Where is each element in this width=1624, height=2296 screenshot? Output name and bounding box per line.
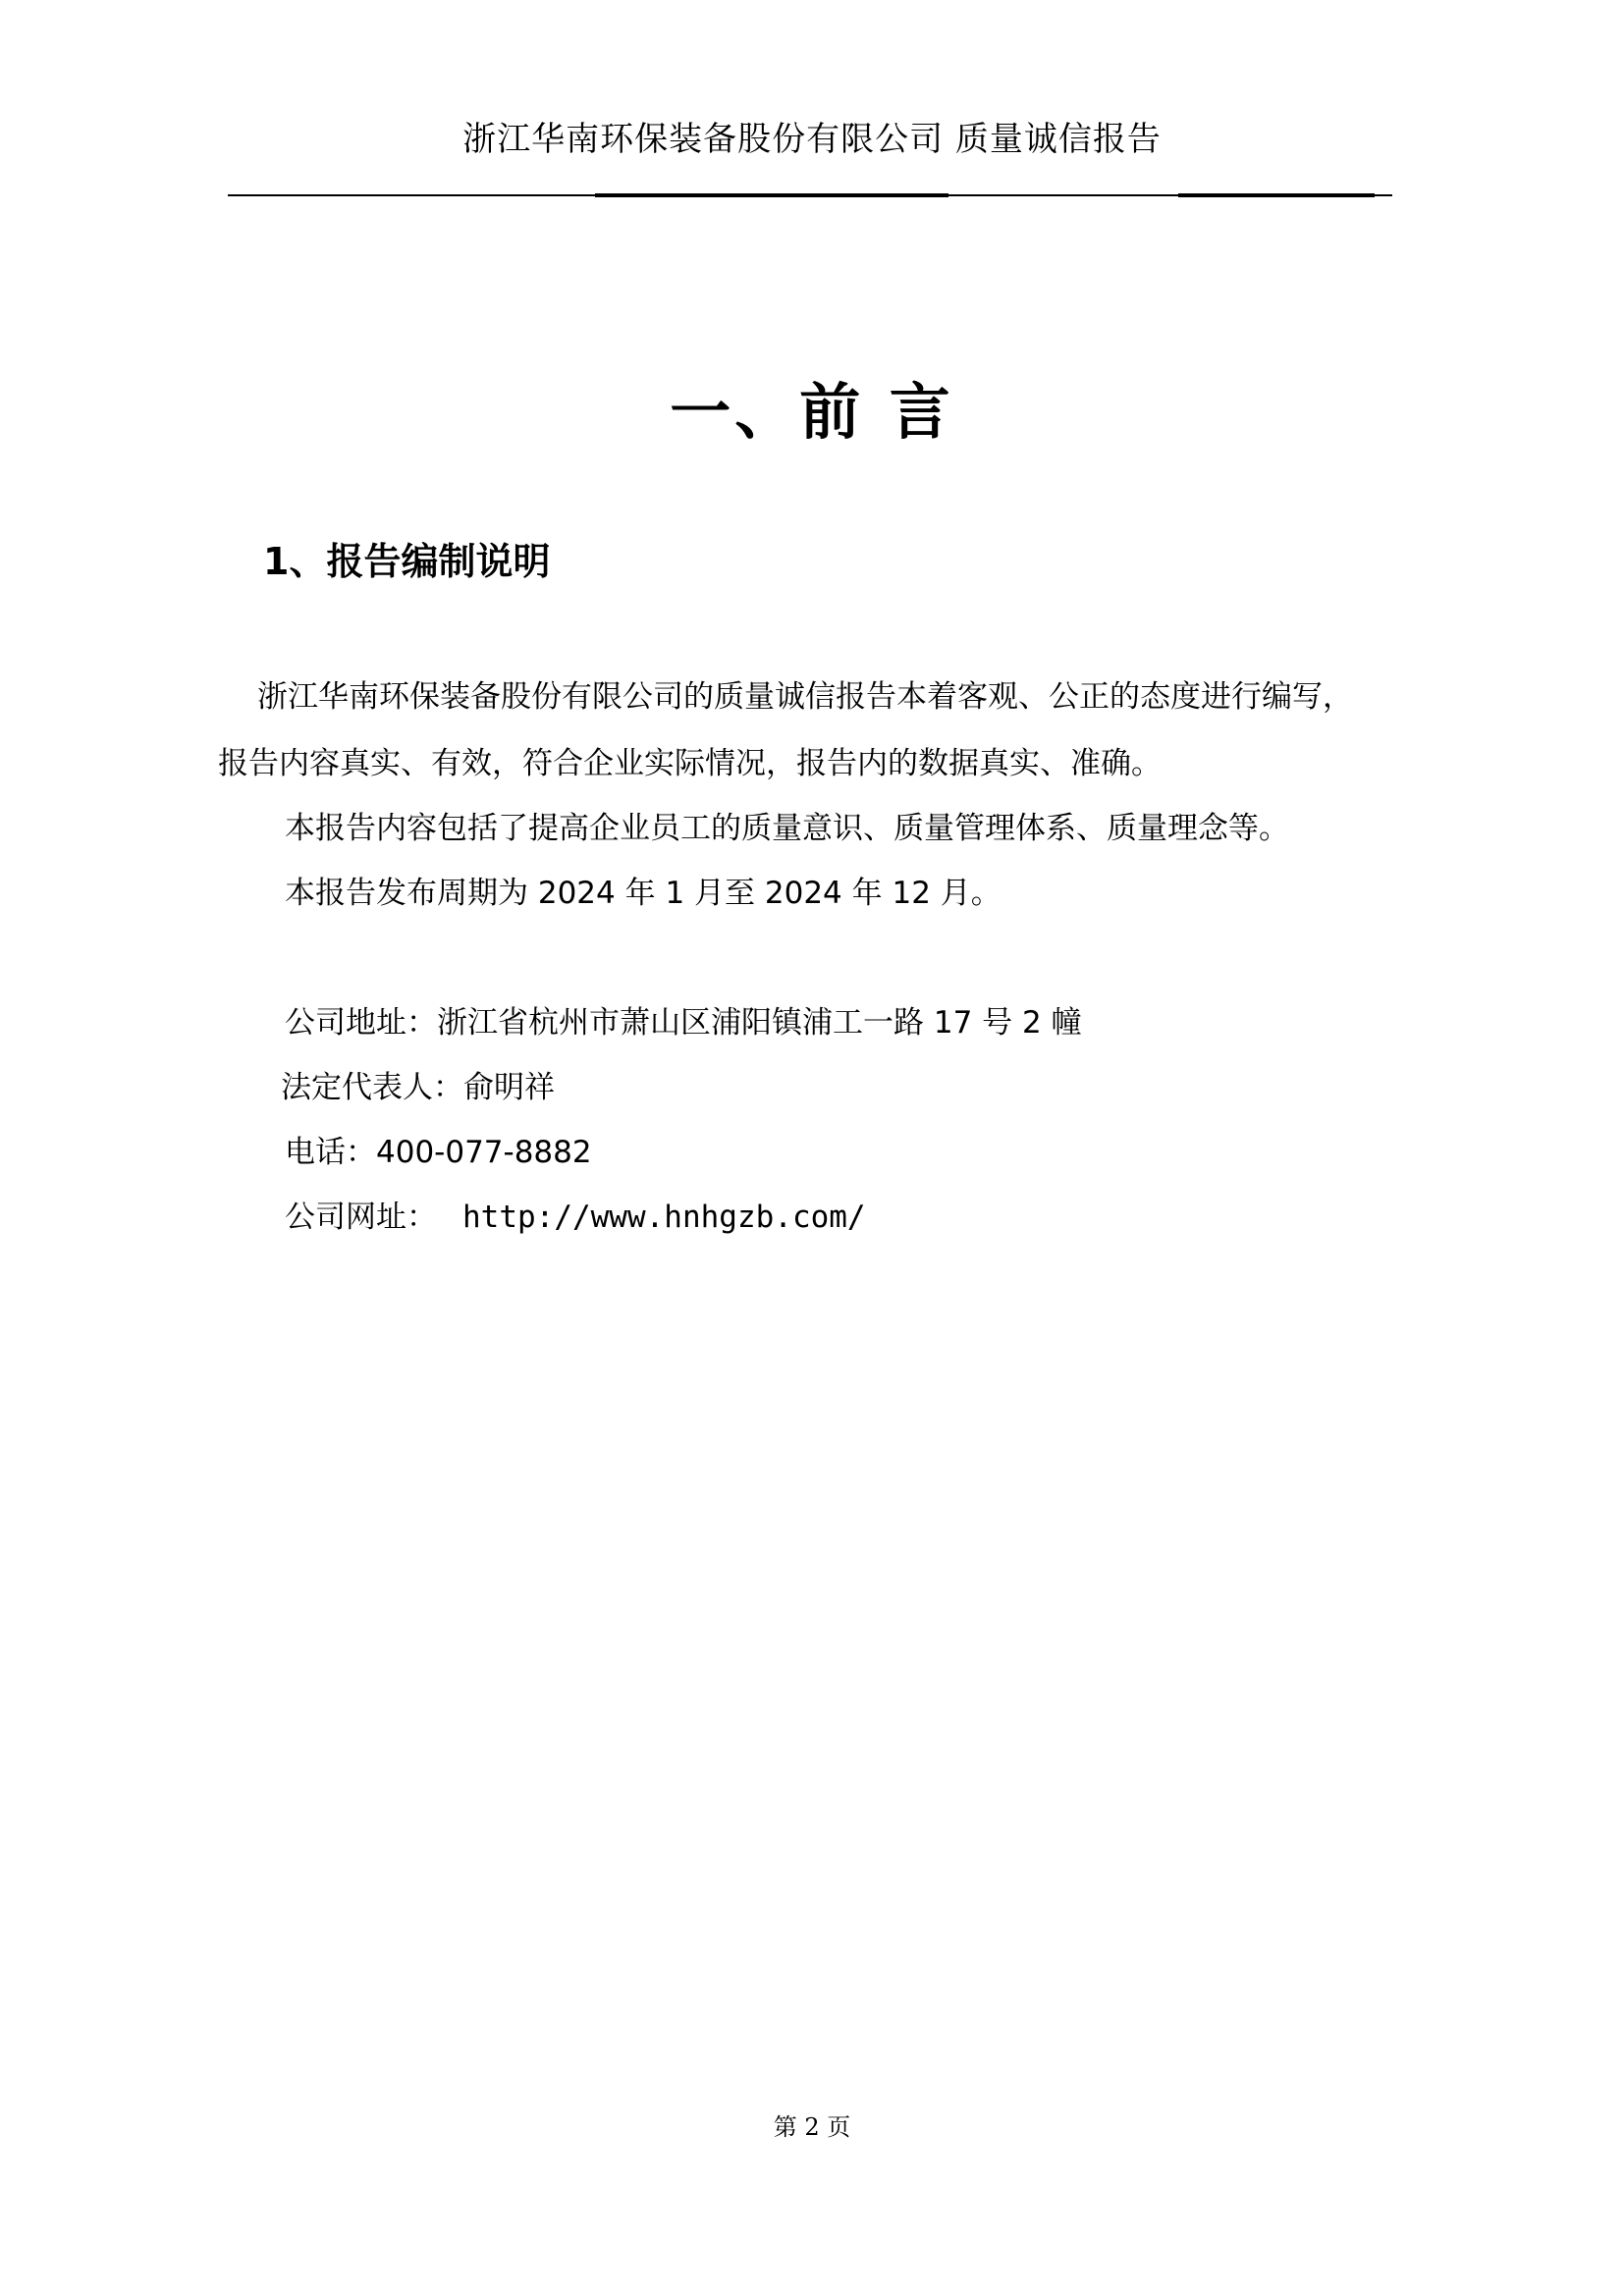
address-value: 浙江省杭州市萧山区浦阳镇浦工一路 17 号 2 幢 [437, 1005, 1082, 1041]
header-divider-accent-left [595, 193, 948, 197]
intro-paragraph-line-2: 报告内容真实、有效，符合企业实际情况，报告内的数据真实、准确。 [218, 746, 1162, 781]
period-paragraph: 本报告发布周期为 2024 年 1 月至 2024 年 12 月。 [285, 876, 1001, 911]
intro-paragraph-line-1: 浙江华南环保装备股份有限公司的质量诚信报告本着客观、公正的态度进行编写， [257, 679, 1353, 715]
legal-rep-line [281, 1066, 555, 1109]
address-label: 公司地址： [285, 1005, 437, 1041]
website-link[interactable]: http://www.hnhgzb.com/ [462, 1200, 866, 1235]
legal-rep-value: 俞明祥 [463, 1070, 555, 1105]
phone-label: 电话： [285, 1135, 376, 1170]
header-divider-accent-right [1178, 193, 1375, 197]
section-title: 1、报告编制说明 [263, 540, 551, 583]
website-line [285, 1196, 866, 1239]
website-label: 公司网址： [285, 1200, 437, 1235]
phone-value: 400-077-8882 [376, 1135, 592, 1170]
phone-line [285, 1131, 592, 1174]
page-number: 第 2 页 [773, 2113, 851, 2141]
page-header-title: 浙江华南环保装备股份有限公司 质量诚信报告 [462, 120, 1162, 159]
legal-rep-label: 法定代表人： [281, 1070, 463, 1105]
address-line [285, 1001, 1082, 1044]
scope-paragraph: 本报告内容包括了提高企业员工的质量意识、质量管理体系、质量理念等。 [285, 811, 1289, 846]
chapter-title: 一、前 言 [670, 376, 954, 448]
